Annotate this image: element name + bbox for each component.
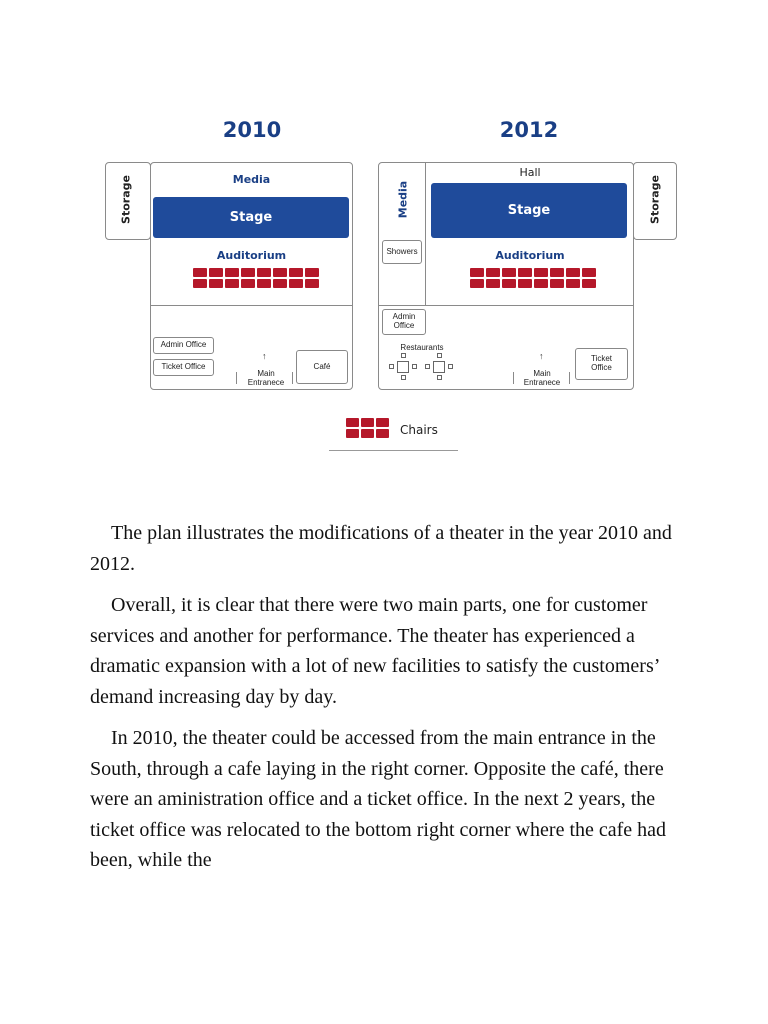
media-wall-2012 [425, 162, 426, 305]
showers-2012: Showers [382, 240, 422, 264]
chairs-legend-label: Chairs [400, 423, 438, 437]
essay-paragraph-1: The plan illustrates the modifications of a theater in the year 2010 and 2012. [90, 522, 672, 575]
ticket-office-2012: Ticket Office [575, 348, 628, 380]
essay-body [90, 518, 680, 887]
essay-paragraph-2: Overall, it is clear that there were two main parts, one for customer services and another for performance. The theater has experienced a dramatic expansion with a lot of new facilities to satisfy the customers’ demand increasing day by day. [90, 594, 659, 708]
entrance-bracket-left-2010 [236, 372, 237, 384]
legend-underline [329, 450, 458, 451]
entrance-arrow-icon-2012: ↑ [539, 351, 544, 361]
divider-2010 [150, 305, 353, 306]
restaurants-label-2012: Restaurants [400, 343, 444, 352]
cafe-2010: Café [296, 350, 348, 384]
entrance-bracket-left-2012 [513, 372, 514, 384]
auditorium-label-2012: Auditorium [495, 249, 565, 262]
restaurant-table-icon-2 [424, 353, 454, 381]
storage-label-2012: Storage [648, 175, 662, 224]
stage-2012: Stage [431, 183, 627, 238]
media-label-2012: Media [396, 180, 410, 219]
entrance-bracket-right-2012 [569, 372, 570, 384]
entrance-bracket-right-2010 [292, 372, 293, 384]
main-entrance-label-2010: Main Entranece [247, 369, 285, 387]
admin-office-2012: Admin Office [382, 309, 426, 335]
admin-office-2010: Admin Office [153, 337, 214, 354]
chairs-2010 [193, 268, 319, 288]
hall-label-2012: Hall [519, 166, 541, 179]
divider-2012 [378, 305, 634, 306]
main-entrance-label-2012: Main Entranece [523, 369, 561, 387]
year-2010-title: 2010 [222, 118, 282, 142]
chairs-2012 [470, 268, 596, 288]
chairs-legend-icon [346, 418, 389, 438]
floor-plan-figure [0, 0, 768, 470]
stage-2010: Stage [153, 197, 349, 238]
year-2012-title: 2012 [499, 118, 559, 142]
restaurant-table-icon-1 [388, 353, 418, 381]
auditorium-label-2010: Auditorium [216, 249, 287, 262]
media-label-2010: Media [232, 173, 271, 186]
entrance-arrow-icon-2010: ↑ [262, 351, 267, 361]
storage-label-2010: Storage [119, 175, 133, 224]
essay-paragraph-3: In 2010, the theater could be accessed from the main entrance in the South, through a cafe laying in the right corner. Opposite the café, there were an aministration office and a ticket office. In the next 2 years, the ticket office was relocated to the bottom right corner where the cafe had been, while the [90, 727, 667, 871]
ticket-office-2010: Ticket Office [153, 359, 214, 376]
